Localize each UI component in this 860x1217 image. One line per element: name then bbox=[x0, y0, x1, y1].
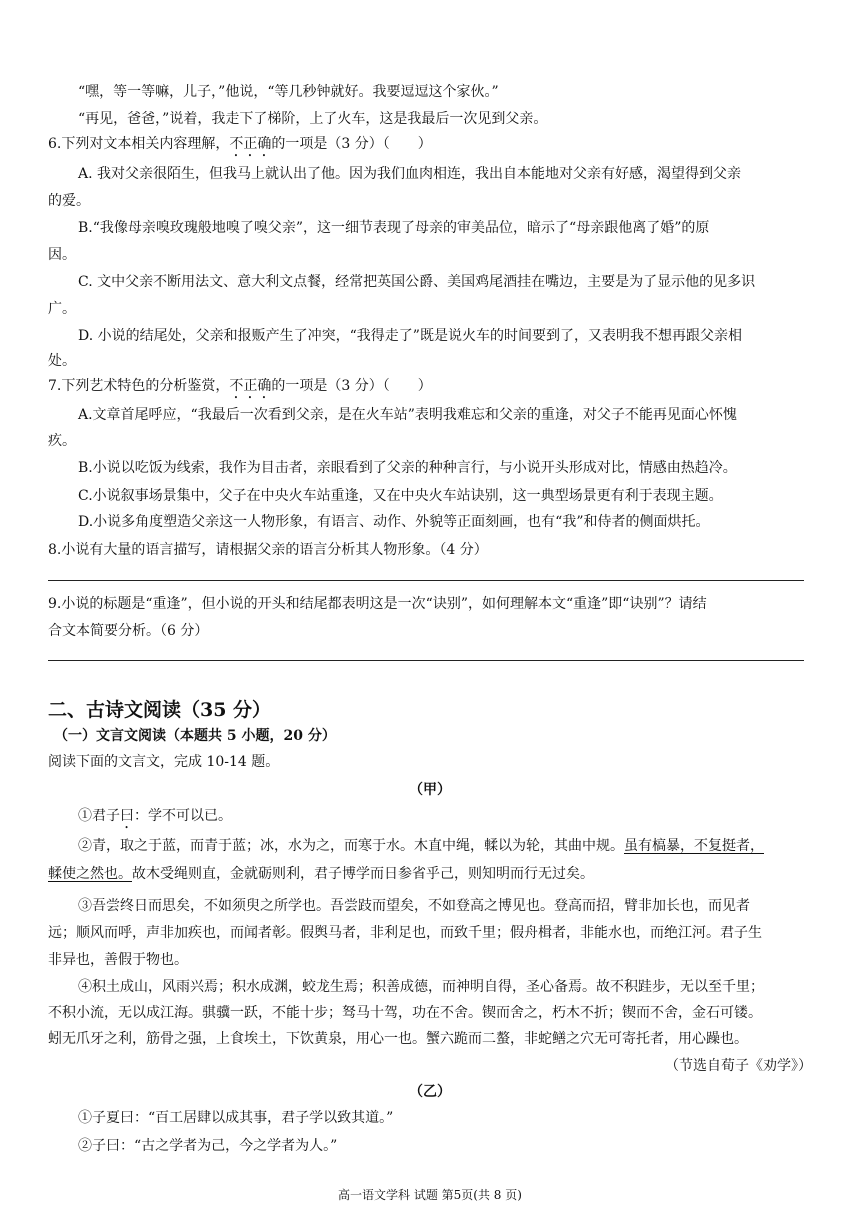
q7-option-d: D.小说多角度塑造父亲这一人物形象，有语言、动作、外貌等正面刻画，也有“我”和侍者的侧面烘托。 bbox=[78, 514, 710, 530]
passage-paragraph-4: ④积土成山，风雨兴焉；积水成渊，蛟龙生焉；积善成德，而神明自得，圣心备焉。故不积跬步，无以至千里； bbox=[78, 979, 764, 995]
q9-stem: 9.小说的标题是“重逢”，但小说的开头和结尾都表明这是一次“诀别”，如何理解本文“重逢”即“诀别”？请结 bbox=[48, 596, 707, 612]
subsection-title: （一）文言文阅读（本题共 5 小题，20 分） bbox=[54, 728, 336, 744]
page-footer: 高一语文学科 试题 第5页(共 8 页) bbox=[338, 1188, 522, 1202]
underlined-sentence: 輮使之然也。 bbox=[48, 866, 132, 882]
q9-stem-cont: 合文本简要分析。（6 分） bbox=[48, 623, 209, 639]
passage-paragraph-4-cont: 蚓无爪牙之利，筋骨之强，上食埃土，下饮黄泉，用心一也。蟹六跪而二螯，非蛇鳝之穴无可寄托者，用心躁也。 bbox=[48, 1031, 748, 1047]
answer-line-q9 bbox=[48, 660, 804, 661]
passage-paragraph-2-cont: 輮使之然也。故木受绳则直，金就砺则利，君子博学而日参省乎己，则知明而行无过矣。 bbox=[48, 866, 594, 882]
q8-stem: 8.小说有大量的语言描写，请根据父亲的语言分析其人物形象。（4 分） bbox=[48, 542, 488, 558]
q6-option-a: A. 我对父亲很陌生，但我马上就认出了他。因为我们血肉相连，我出自本能地对父亲有好感，渴望得到父亲 bbox=[78, 166, 742, 182]
section-title: 二、古诗文阅读（35 分） bbox=[48, 699, 272, 721]
passage-source: （节选自荀子《劝学》） bbox=[665, 1058, 812, 1074]
passage-paragraph-3-cont: 远；顺风而呼，声非加疾也，而闻者彰。假舆马者，非利足也，而致千里；假舟楫者，非能水也，而绝江河。君子生 bbox=[48, 925, 762, 941]
passage-label-yi: （乙） bbox=[409, 1084, 451, 1100]
underlined-sentence: 虽有槁暴，不复挺者， bbox=[624, 838, 764, 854]
passage-paragraph-3-cont: 非异也，善假于物也。 bbox=[48, 952, 188, 968]
q7-option-b: B.小说以吃饭为线索，我作为目击者，亲眼看到了父亲的种种言行，与小说开头形成对比，情感由热趋冷。 bbox=[78, 460, 737, 476]
q6-stem: 6.下列对文本相关内容理解，不正确的一项是（3 分）（ ） bbox=[48, 136, 432, 152]
passage-paragraph-2: ②青，取之于蓝，而青于蓝；冰，水为之，而寒于水。木直中绳，輮以为轮，其曲中规。虽有槁暴，不复挺者， bbox=[78, 838, 764, 854]
q7-option-a: A.文章首尾呼应，“我最后一次看到父亲，是在火车站”表明我难忘和父亲的重逢，对父子不能再见面心怀愧 bbox=[78, 407, 737, 423]
story-line-1: “嘿，等一等嘛，儿子，”他说，“等几秒钟就好。我要逗逗这个家伙。” bbox=[78, 84, 499, 100]
emphasis-text: 不正确 bbox=[229, 378, 272, 394]
q6-option-d: D. 小说的结尾处，父亲和报贩产生了冲突，“我得走了”既是说火车的时间要到了，又表明我不想再跟父亲相 bbox=[78, 328, 742, 344]
q6-option-d-cont: 处。 bbox=[48, 353, 76, 369]
passage-paragraph-4-cont: 不积小流，无以成江海。骐骥一跃，不能十步；驽马十驾，功在不舍。锲而舍之，朽木不折；锲而不舍，金石可镂。 bbox=[48, 1005, 762, 1021]
passage-yi-line-1: ①子夏曰：“百工居肆以成其事，君子学以致其道。” bbox=[78, 1110, 394, 1126]
emphasis-text: 曰 bbox=[120, 808, 134, 824]
q6-option-c: C. 文中父亲不断用法文、意大利文点餐，经常把英国公爵、美国鸡尾酒挂在嘴边，主要是为了显示他的见多识 bbox=[78, 274, 756, 290]
q7-option-c: C.小说叙事场景集中，父子在中央火车站重逢，又在中央火车站诀别，这一典型场景更有利于表现主题。 bbox=[78, 488, 723, 504]
emphasis-text: 不正确 bbox=[229, 136, 272, 152]
q6-option-c-cont: 广。 bbox=[48, 301, 76, 317]
q7-option-a-cont: 疚。 bbox=[48, 433, 76, 449]
q6-option-b: B.“我像母亲嗅玫瑰般地嗅了嗅父亲”，这一细节表现了母亲的审美品位，暗示了“母亲跟他离了婚”的原 bbox=[78, 220, 710, 236]
q6-option-b-cont: 因。 bbox=[48, 247, 76, 263]
reading-instruction: 阅读下面的文言文，完成 10-14 题。 bbox=[48, 754, 280, 770]
passage-paragraph-3: ③吾尝终日而思矣，不如须臾之所学也。吾尝跂而望矣，不如登高之博见也。登高而招，臂非加长也，而见者 bbox=[78, 898, 750, 914]
passage-label-jia: （甲） bbox=[409, 782, 451, 798]
q6-option-a-cont: 的爱。 bbox=[48, 193, 90, 209]
answer-line-q8 bbox=[48, 580, 804, 581]
passage-yi-line-2: ②子曰：“古之学者为己，今之学者为人。” bbox=[78, 1138, 338, 1154]
q7-stem: 7.下列艺术特色的分析鉴赏，不正确的一项是（3 分）（ ） bbox=[48, 378, 432, 394]
passage-paragraph-1: ①君子曰：学不可以已。 bbox=[78, 808, 232, 824]
story-line-2: “再见，爸爸，”说着，我走下了梯阶，上了火车，这是我最后一次见到父亲。 bbox=[78, 111, 548, 127]
